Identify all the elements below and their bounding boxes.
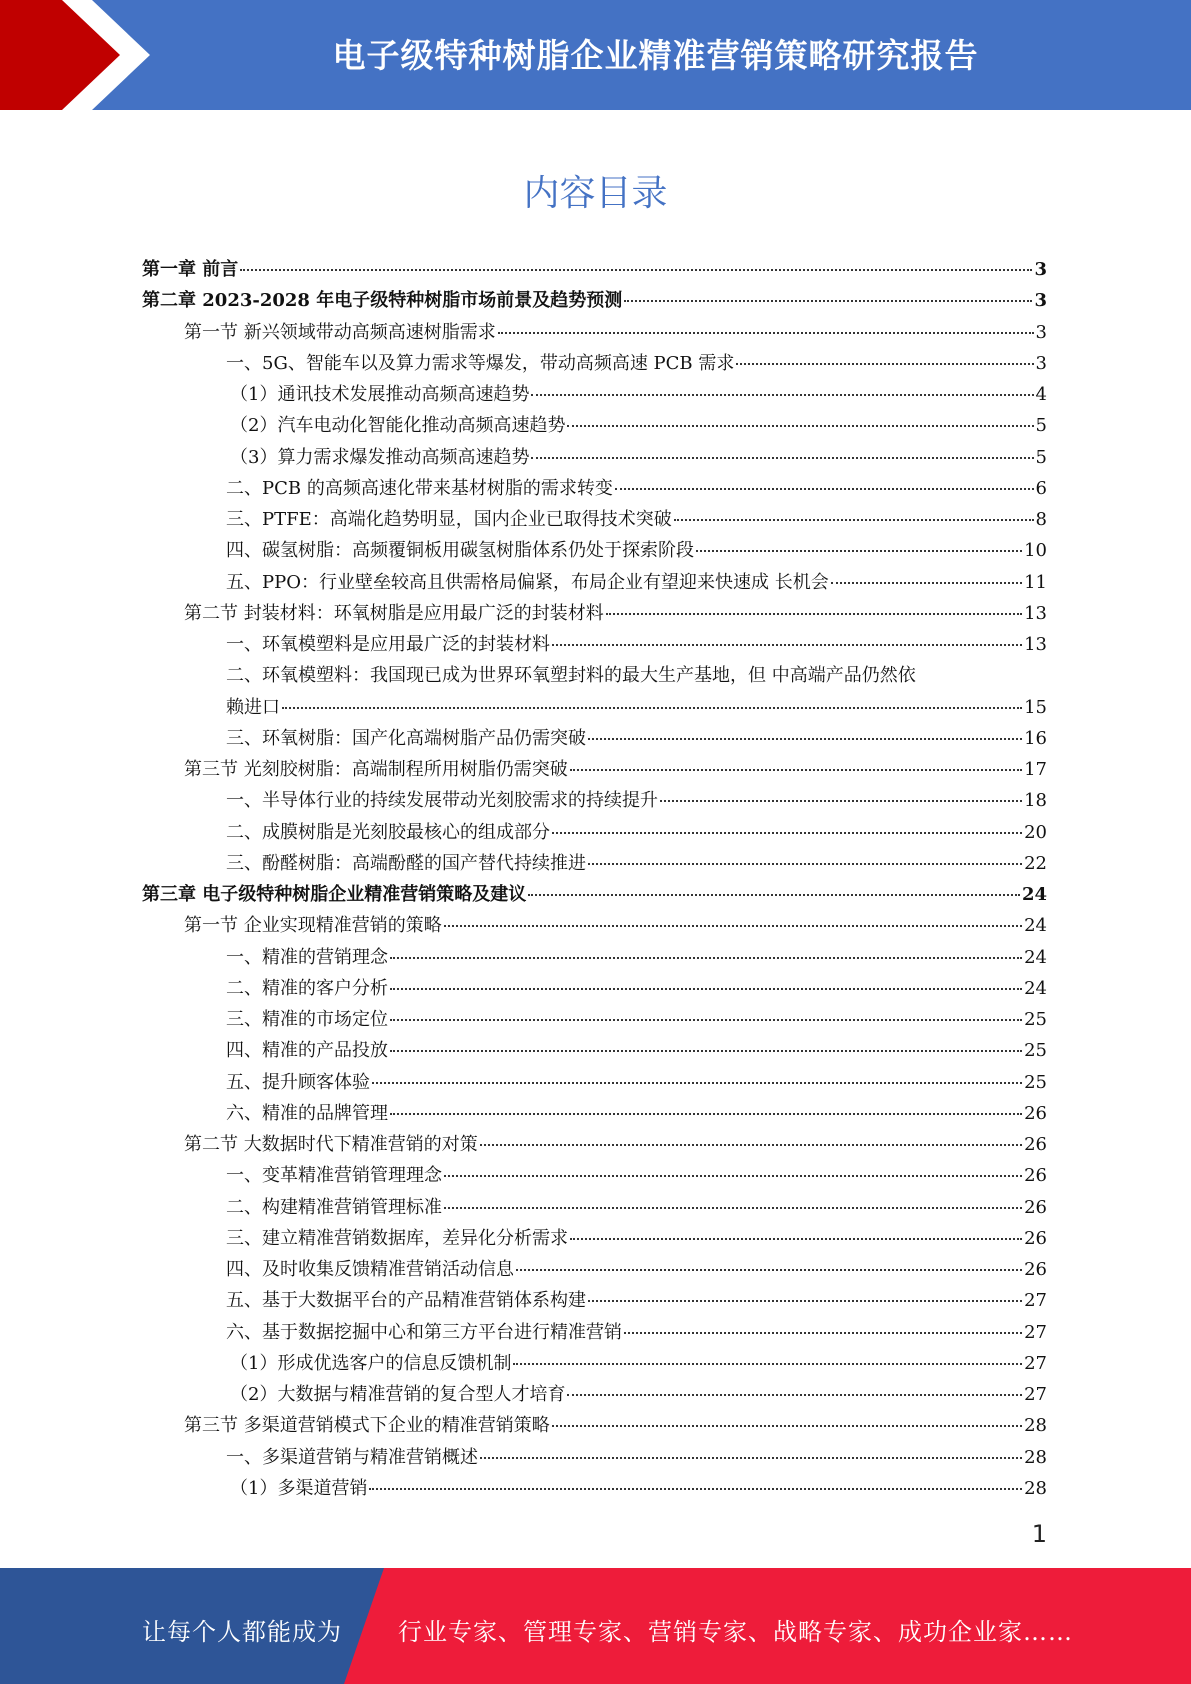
toc-leader-dots [831,582,1022,584]
toc-entry-title: 六、基于数据挖掘中心和第三方平台进行精准营销 [226,1321,622,1343]
toc-entry-page: 24 [1024,946,1047,968]
toc-leader-dots [552,1425,1022,1427]
toc-leader-dots [588,738,1022,740]
toc-entry-title: 一、多渠道营销与精准营销概述 [226,1446,478,1468]
toc-entry[interactable] [142,848,1047,879]
toc-entry-page: 28 [1024,1477,1047,1499]
toc-entry-page: 27 [1024,1321,1047,1343]
toc-leader-dots [606,613,1022,615]
toc-entry-title: 二、环氧模塑料：我国现已成为世界环氧塑封料的最大生产基地，但 中高端产品仍然依 [226,665,916,687]
toc-entry-title: 三、建立精准营销数据库，差异化分析需求 [226,1227,568,1249]
toc-leader-dots [531,394,1033,396]
toc-entry-page: 3 [1035,352,1047,374]
toc-leader-dots [282,707,1022,709]
toc-entry-page: 22 [1024,852,1047,874]
toc-leader-dots [513,1363,1022,1365]
toc-leader-dots [674,519,1034,521]
toc-entry[interactable] [142,1067,1047,1098]
toc-entry-title: （2）大数据与精准营销的复合型人才培育 [230,1384,566,1405]
toc-leader-dots [390,988,1022,990]
toc-entry[interactable] [142,629,1047,660]
toc-entry-title: 第三章 电子级特种树脂企业精准营销策略及建议 [142,884,527,905]
toc-leader-dots [390,1050,1022,1052]
toc-entry-page: 3 [1034,290,1047,312]
toc-leader-dots [696,550,1022,552]
toc-leader-dots [588,1300,1022,1302]
toc-entry[interactable] [142,348,1047,379]
toc-leader-dots [372,1082,1022,1084]
toc-entry[interactable] [142,723,1047,754]
toc-entry-page: 16 [1024,727,1047,749]
header-banner [0,0,1191,110]
toc-entry-title: 第二章 2023-2028 年电子级特种树脂市场前景及趋势预测 [142,290,623,312]
toc-entry[interactable] [142,1192,1047,1223]
toc-entry[interactable] [142,567,1047,598]
toc-leader-dots [390,957,1022,959]
toc-entry[interactable] [142,504,1047,535]
toc-entry-page: 26 [1024,1196,1047,1218]
toc-entry-title: 第二节 大数据时代下精准营销的对策 [184,1134,478,1155]
toc-entry[interactable] [142,1223,1047,1254]
toc-entry[interactable] [142,942,1047,973]
toc-entry-page: 24 [1024,977,1047,999]
toc-entry[interactable] [142,535,1047,566]
toc-entry[interactable] [142,410,1047,441]
toc-heading: 内容目录 [523,173,668,214]
report-title: 电子级特种树脂企业精准营销策略研究报告 [332,36,979,75]
toc-leader-dots [588,863,1022,865]
toc-entry[interactable] [142,1410,1047,1441]
toc-leader-dots [444,925,1022,927]
toc-entry-page: 6 [1035,477,1047,499]
toc-leader-dots [369,1488,1022,1490]
toc-leader-dots [615,488,1034,490]
toc-entry-title: （1）多渠道营销 [230,1477,368,1499]
toc-entry-title: 五、基于大数据平台的产品精准营销体系构建 [226,1290,586,1312]
toc-entry-title: （1）形成优选客户的信息反馈机制 [230,1352,512,1374]
toc-entry-page: 26 [1024,1227,1047,1249]
toc-entry[interactable] [142,1035,1047,1066]
toc-leader-dots [552,832,1022,834]
toc-entry[interactable] [142,473,1047,504]
toc-entry-page: 26 [1024,1259,1047,1280]
toc-entry-page: 28 [1024,1415,1047,1437]
toc-entry-title: 三、PTFE：高端化趋势明显，国内企业已取得技术突破 [226,509,672,530]
toc-entry-title: 二、成膜树脂是光刻胶最核心的组成部分 [226,821,550,843]
toc-entry-page: 17 [1024,759,1047,780]
toc-leader-dots [624,1332,1022,1334]
toc-entry-title: （3）算力需求爆发推动高频高速趋势 [230,446,530,468]
toc-entry[interactable] [142,379,1047,410]
toc-leader-dots [480,1144,1022,1146]
toc-entry-page: 5 [1035,446,1047,468]
toc-entry[interactable] [142,692,1047,723]
toc-entry[interactable] [142,442,1047,473]
toc-entry-title: 三、精准的市场定位 [226,1009,388,1030]
toc-entry-title: （2）汽车电动化智能化推动高频高速趋势 [230,415,566,437]
toc-leader-dots [498,332,1034,334]
toc-leader-dots [390,1019,1022,1021]
toc-leader-dots [570,769,1022,771]
toc-leader-dots [528,894,1020,896]
toc-entry[interactable] [142,1098,1047,1129]
toc-entry-title: 第三节 光刻胶树脂：高端制程所用树脂仍需突破 [184,759,568,780]
toc-entry[interactable] [142,973,1047,1004]
toc-entry-page: 28 [1024,1446,1047,1468]
toc-entry[interactable] [142,285,1047,316]
toc-leader-dots [736,363,1033,365]
toc-entry-page: 18 [1024,790,1047,812]
toc-entry-title: 二、精准的客户分析 [226,977,388,999]
toc-leader-dots [624,300,1032,302]
toc-entry-title: 三、环氧树脂：国产化高端树脂产品仍需突破 [226,727,586,749]
toc-leader-dots [444,1207,1022,1209]
toc-entry[interactable] [142,1285,1047,1316]
toc-entry-title: 一、5G、智能车以及算力需求等爆发，带动高频高速 PCB 需求 [226,352,735,374]
toc-leader-dots [552,644,1022,646]
toc-entry-title: 六、精准的品牌管理 [226,1102,388,1124]
footer-slogan-right: 行业专家、管理专家、营销专家、战略专家、成功企业家…… [398,1618,1073,1646]
toc-entry-page: 25 [1024,1040,1047,1062]
toc-leader-dots [390,1113,1022,1115]
toc-leader-dots [444,1175,1022,1177]
toc-entry[interactable] [142,817,1047,848]
toc-entry[interactable] [142,1129,1047,1160]
toc-entry-title: 第一章 前言 [142,259,239,280]
toc-entry-page: 27 [1024,1352,1047,1374]
toc-entry-title: 四、及时收集反馈精准营销活动信息 [226,1259,514,1280]
toc-leader-dots [516,1269,1022,1271]
toc-entry-title: 二、构建精准营销管理标准 [226,1196,442,1218]
toc-entry-page: 8 [1035,509,1047,530]
toc-entry-title: 第一节 新兴领域带动高频高速树脂需求 [184,321,496,343]
toc-entry-title: 一、环氧模塑料是应用最广泛的封装材料 [226,634,550,655]
toc-leader-dots [567,425,1033,427]
toc-entry-page: 11 [1024,571,1047,593]
toc-entry-page: 20 [1024,821,1047,843]
toc-entry-page: 26 [1024,1165,1047,1187]
toc-entry-title: 四、碳氢树脂：高频覆铜板用碳氢树脂体系仍处于探索阶段 [226,540,694,562]
toc-entry[interactable] [142,910,1047,941]
toc-entry[interactable] [142,1254,1047,1285]
toc-leader-dots [480,1457,1022,1459]
toc-entry[interactable] [142,254,1047,285]
toc-entry-page: 13 [1024,634,1047,655]
toc-leader-dots [570,1238,1022,1240]
toc-entry-title: 五、PPO：行业壁垒较高且供需格局偏紧，布局企业有望迎来快速成 长机会 [226,571,829,593]
toc-entry[interactable] [142,1004,1047,1035]
toc-entry-page: 4 [1035,384,1047,405]
toc-entry-page: 13 [1024,602,1047,624]
toc-entry[interactable] [142,785,1047,816]
toc-leader-dots [660,800,1022,802]
toc-entry-title: 一、变革精准营销管理理念 [226,1165,442,1187]
toc-entry-title: 四、精准的产品投放 [226,1040,388,1062]
toc-entry[interactable] [142,1160,1047,1191]
toc-entry[interactable] [142,598,1047,629]
toc-entry-title: 三、酚醛树脂：高端酚醛的国产替代持续推进 [226,852,586,874]
toc-entry-title: 第三节 多渠道营销模式下企业的精准营销策略 [184,1415,550,1437]
table-of-contents [142,254,1047,1504]
toc-leader-dots [240,269,1032,271]
toc-entry-page: 15 [1024,696,1047,718]
toc-entry-title: 二、PCB 的高频高速化带来基材树脂的需求转变 [226,477,613,499]
toc-leader-dots [531,457,1033,459]
toc-entry[interactable] [142,754,1047,785]
toc-entry-title: 一、半导体行业的持续发展带动光刻胶需求的持续提升 [226,790,658,812]
toc-entry-page: 3 [1035,321,1047,343]
toc-entry-page: 26 [1024,1102,1047,1124]
footer-banner [0,1568,1191,1684]
toc-entry-page: 5 [1035,415,1047,437]
page-number: 1 [1031,1520,1047,1548]
footer-slogan-left: 让每个人都能成为 [142,1618,342,1646]
toc-entry-title: （1）通讯技术发展推动高频高速趋势 [230,384,530,405]
toc-entry[interactable] [142,1442,1047,1473]
toc-entry-title: 赖进口 [226,696,280,718]
toc-entry-title: 第二节 封装材料：环氧树脂是应用最广泛的封装材料 [184,602,604,624]
toc-entry[interactable] [142,1317,1047,1348]
toc-entry[interactable] [142,879,1047,910]
toc-entry-title: 一、精准的营销理念 [226,946,388,968]
toc-entry-page: 3 [1034,259,1047,280]
toc-entry-page: 27 [1024,1290,1047,1312]
toc-entry[interactable] [142,1473,1047,1504]
toc-entry-page: 25 [1024,1071,1047,1093]
toc-entry-title: 五、提升顾客体验 [226,1071,370,1093]
toc-entry-title: 第一节 企业实现精准营销的策略 [184,915,442,937]
toc-entry[interactable] [142,660,1047,691]
toc-entry-page: 10 [1024,540,1047,562]
toc-entry-page: 27 [1024,1384,1047,1405]
toc-entry-page: 26 [1024,1134,1047,1155]
toc-entry[interactable] [142,1348,1047,1379]
toc-entry[interactable] [142,317,1047,348]
toc-entry-page: 25 [1024,1009,1047,1030]
toc-entry-page: 24 [1021,884,1047,905]
toc-entry-page: 24 [1024,915,1047,937]
toc-leader-dots [567,1394,1022,1396]
toc-entry[interactable] [142,1379,1047,1410]
